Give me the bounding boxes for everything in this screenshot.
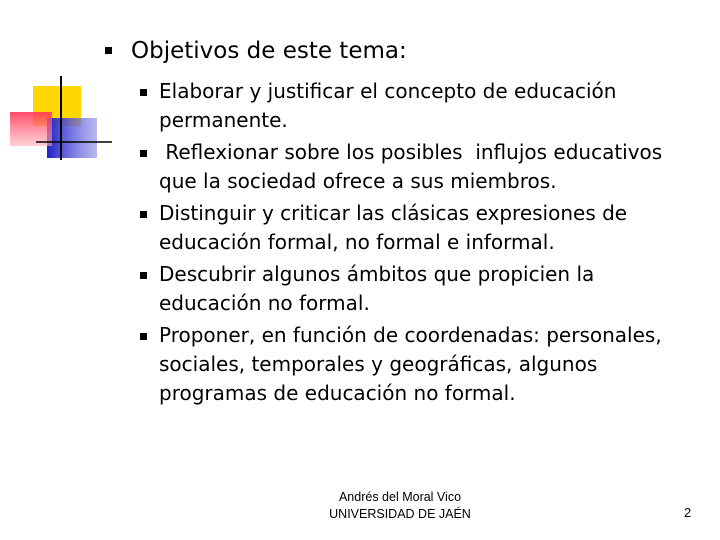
decorative-corner-graphic (0, 0, 120, 180)
sub-bullet-icon (140, 272, 147, 279)
objective-line: Elaborar y justificar el concepto de educación (159, 79, 617, 103)
slide-heading: Objetivos de este tema: (131, 38, 407, 64)
objective-line: Distinguir y criticar las clásicas expresiones de (159, 201, 628, 225)
objective-line: sociales, temporales y geográficas, algunos (159, 352, 598, 376)
footer-institution: UNIVERSIDAD DE JAÉN (329, 507, 471, 521)
objective-line: que la sociedad ofrece a sus miembros. (159, 169, 557, 193)
objective-line: educación no formal. (159, 291, 370, 315)
sub-bullet-icon (140, 89, 147, 96)
objective-line: Descubrir algunos ámbitos que propicien la (159, 262, 595, 286)
objective-line: Reflexionar sobre los posibles influjos educativos (159, 140, 663, 164)
sub-bullet-icon (140, 211, 147, 218)
objective-line: programas de educación no formal. (159, 381, 516, 405)
objective-list-item (159, 77, 709, 135)
objective-list-item (159, 138, 709, 196)
deco-red-square (10, 112, 52, 146)
deco-blue-square (47, 118, 97, 158)
page-number: 2 (684, 505, 692, 520)
objective-line: permanente. (159, 108, 288, 132)
objective-line: educación formal, no formal e informal. (159, 230, 555, 254)
sub-bullet-icon (140, 333, 147, 340)
main-bullet-icon (105, 47, 112, 54)
objective-list-item (159, 260, 709, 318)
objective-list-item (159, 321, 709, 408)
slide-footer (300, 489, 500, 523)
sub-bullet-icon (140, 150, 147, 157)
objective-line: Proponer, en función de coordenadas: personales, (159, 323, 662, 347)
footer-author: Andrés del Moral Vico (338, 490, 462, 504)
objective-list-item (159, 199, 709, 257)
